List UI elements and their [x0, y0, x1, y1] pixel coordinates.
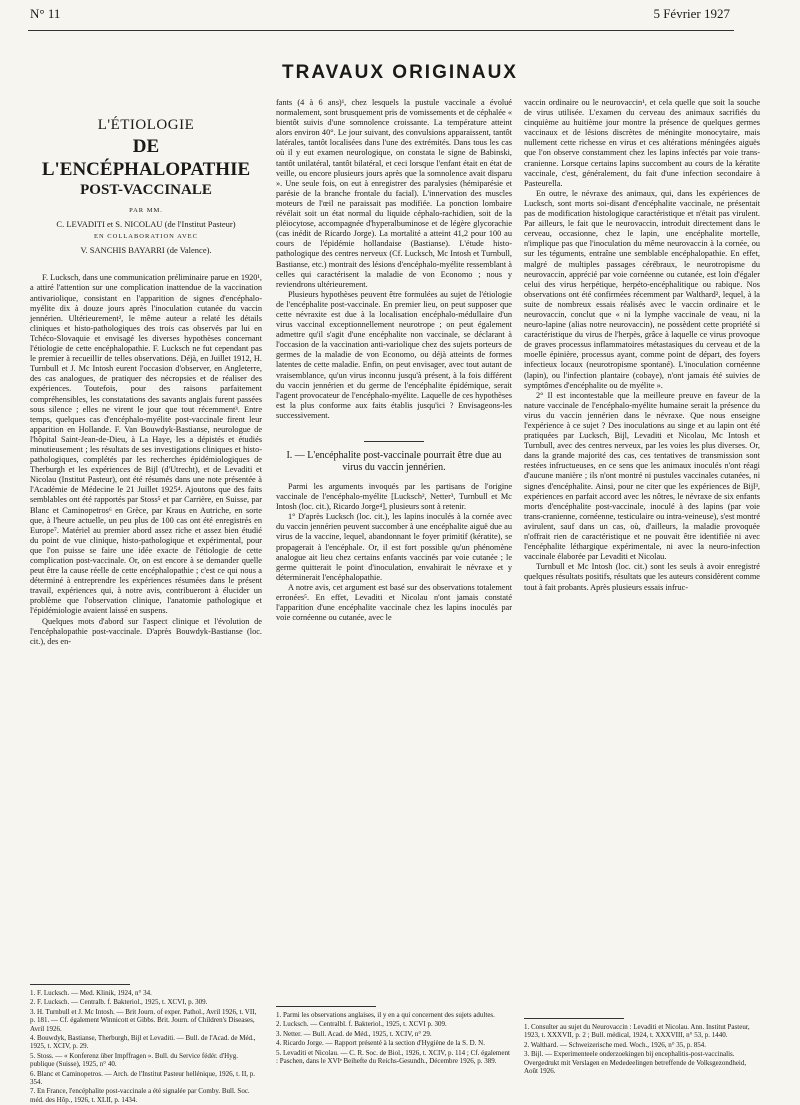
article-title-line-2: DE L'ENCÉPHALOPATHIE: [41, 136, 251, 180]
footnote: 2. F. Lucksch. — Centralb. f. Bakteriol., 1925, t. XCVI, p. 309.: [30, 998, 208, 1007]
paragraph: En outre, le névraxe des animaux, qui, dans les expériences de Lucksch, sont morts soi-disant d'encéphalite vaccinale, ne présentait pas de modification histologique caractéristique et n'était pas virulent. Par ailleurs, le fait que le neurovaccin, introduit directement dans le cerveau, occasionne, chez le lapin, une encéphalite mortelle, n'implique pas que l'inoculation du même neurovaccin à la cornée, ou sur les téguments, entraîne une semblable encéphalopathie. En effet, malgré de multiples passages cérébraux, le neurotropisme du neurovaccin, apprécié par voie cornéenne ou cutanée, est loin d'égaler celui des virus herpétique, herpéto-encéphalitique ou rabique. Nos observations ont été confirmées récemment par Walthard², lequel, à la suite de nombreux essais réalisés avec le vaccin ordinaire et le neurovaccin, conclut que « ni la lymphe vaccinale de veau, ni la neuro-lapine (alias notre neurovaccin), ne possèdent cette propriété si caractéristique du virus de l'herpès, grâce à laquelle ce virus provoque de graves processus inflammatoires métastasiques du cerveau et de la moelle épinière, processus ayant, comme point de départ, des foyers infectieux locaux (neurotropisme spontané). L'inoculation cornéenne (lapin), ou l'infection plantaire (cobaye), n'ont jamais été suivies de symptômes d'encéphalite ou de myélite ».: [524, 188, 760, 390]
column-2: [276, 98, 512, 623]
collaboration-label: EN COLLABORATION AVEC: [94, 233, 198, 241]
paragraph: Parmi les arguments invoqués par les partisans de l'origine vaccinale de l'encéphalo-myélite [Lucksch², Netter³, Turnbull et Mc Intosh (loc. cit.), Ricardo Jorge⁴], plusieurs sont à retenir.: [276, 482, 512, 512]
section-title: TRAVAUX ORIGINAUX: [282, 62, 518, 83]
footnote: 1. Parmi les observations anglaises, il y en a qui concernent des sujets adultes.: [276, 1011, 495, 1019]
footnote: 4. Ricardo Jorge. — Rapport présenté à la section d'Hygiène de la S. D. N.: [276, 1039, 485, 1048]
page-header: [30, 6, 730, 28]
article-title-line-3: POST-VACCINALE: [80, 182, 212, 198]
footnote: 1. F. Lucksch. — Med. Klinik, 1924, n° 34.: [30, 989, 152, 997]
article-title-line-1: L'ÉTIOLOGIE: [97, 117, 195, 133]
by-label: PAR MM.: [129, 207, 163, 214]
authors: C. LEVADITI et S. NICOLAU (de l'Institut Pasteur): [56, 219, 236, 230]
paragraph: Quelques mots d'abord sur l'aspect clinique et l'évolution de l'encéphalopathie post-vaccinale. D'après Bouwdyk-Bastianse (loc. cit.), des en-: [30, 616, 262, 646]
footnote: 5. Levaditi et Nicolau. — C. R. Soc. de Biol., 1926, t. XCIV, p. 114 ; Cf. également : Paschen, dans le XVIᵉ Beihefte du Reichs-Gesundh., Décembre 1926, p. 389.: [276, 1048, 510, 1066]
footnote-rule: [524, 1018, 624, 1019]
footnote: 3. H. Turnbull et J. Mc Intosh. — Brit Journ. of exper. Pathol., Avril 1926, t. VII, p. 181. — Cf. également Winnicott et Gibbs. Brit. Journ. of Children's Diseases, Avril 1926.: [30, 1007, 257, 1033]
footnote: 2. Lucksch. — Centralbl. f. Bakteriol., 1925, t. XCVI p. 309.: [276, 1020, 447, 1029]
footnote: 6. Blanc et Caminopetros. — Arch. de l'Institut Pasteur hellénique, 1926, t. II, p. 354.: [30, 1069, 256, 1087]
footnote: 1. Consulter au sujet du Neurovaccin : Levaditi et Nicolau. Ann. Institut Pasteur, 1923, t. XXXVII, p. 2 ; Bull. médical, 1924, t. XXXVIII, n° 53, p. 1440.: [524, 1023, 750, 1040]
subsection-heading: I. — L'encéphalite post-vaccinale pourrait être due au virus du vaccin jennérien.: [286, 450, 502, 473]
footnote-rule: [30, 984, 130, 985]
paragraph: 1° D'après Lucksch (loc. cit.), les lapins inoculés à la cornée avec du vaccin jennérien peuvent succomber à une encéphalite aiguë due au virus de la vaccine, lequel, abandonnant le foyer primitif (kératite), se propagerait à l'encéphale. Or, il est fort possible qu'un phénomène analogue ait lieu chez certains enfants vaccinés par voie cutanée ; le germe quitterait le point d'inoculation, envahirait le névraxe et y déterminerait l'encéphalopathie.: [276, 512, 512, 582]
issue-number: N° 11: [30, 6, 61, 21]
footnote: 7. En France, l'encéphalite post-vaccinale a été signalée par Comby. Bull. Soc. méd. des Hôp., 1926, t. XLII, p. 1434.: [30, 1087, 250, 1104]
co-author: V. SANCHIS BAYARRI (de Valence).: [80, 245, 212, 256]
footnote: 2. Walthard. — Schweizerische med. Woch., 1926, n° 35, p. 854.: [524, 1040, 707, 1049]
column-3: [524, 98, 760, 593]
footnote: 5. Stoss. — « Konferenz über Impffragen ». Bull. du Service fédér. d'Hyg. publique (Suisse), 1925, n° 40.: [30, 1051, 238, 1069]
article-title-block: [30, 116, 262, 255]
footnotes-column-3: [524, 1018, 760, 1076]
paragraph: Turnbull et Mc Intosh (loc. cit.) sont les seuls à avoir enregistré quelques résultats positifs, résultats que les auteurs considèrent comme tout à fait probants. Après plusieurs essais infruc-: [524, 562, 760, 592]
footnotes-column-1: [30, 984, 262, 1105]
footnote: 4. Bouwdyk, Bastianse, Therburgh, Bijl et Levaditi. — Bull. de l'Acad. de Méd., 1925, t. XCIV, p. 29.: [30, 1034, 256, 1051]
issue-date: 5 Février 1927: [653, 6, 730, 21]
header-rule: [28, 30, 734, 31]
paragraph: Plusieurs hypothèses peuvent être formulées au sujet de l'étiologie de l'encéphalite post-vaccinale. En premier lieu, on peut supposer que cette névraxite est due à la localisation encéphalo-médullaire d'un virus vaccinal exceptionnellement neurotrope ; on peut également admettre qu'il s'agit d'une encéphalite non vaccinale, se déclarant à l'occasion de la vaccination anti-variolique chez des sujets porteurs de germes de la maladie de von Economo, ou déjà atteints de formes latentes de cette maladie. Enfin, on peut envisager, avec tout autant de vraisemblance, qu'un virus inconnu jusqu'à présent, à la fois différent du vaccin jennérien et du germe de l'encéphalite épidémique, serait l'agent provocateur de l'encéphalo-myélite. Laquelle de ces hypothèses est la plus conforme aux faits établis jusqu'ici ? Envisageons-les successivement.: [276, 289, 512, 420]
paragraph: fants (4 à 6 ans)¹, chez lesquels la pustule vaccinale a évolué normalement, sont brusquement pris de vomissements et de céphalée « bientôt suivis d'une somnolence croissante. La température atteint alors environ 40°. Le jour suivant, des convulsions apparaissent, tantôt latérales, tantôt localisées dans l'une des extrémités. Dans tous les cas où il y eut examen neurologique, on constata le signe de Babinski, tantôt unilatéral, tantôt bilatéral, et ceci lorsque l'enfant était en état de veille, ou encore plusieurs jours après que la somnolence avait disparu ». Une seule fois, on eut à enregistrer des paralysies (hémiparésie et parésie de la branche frontale du facial). L'innervation des muscles moteurs de l'œil ne paraissait pas modifiée. La ponction lombaire révélait soit un état normal du liquide céphalo-rachidien, soit de la pléiocytose, accompagnée d'hyperalbuminose et de légère glycorachie (cas inédit de Ricardo Jorge). La mortalité a atteint 41,2 pour 100 au cours de l'épidémie hollandaise (Bastianse). L'étude histo-pathologique des centres nerveux (Cf. Lucksch, Mc Intosh et Turnbull, Bastianse, etc.) montrait des lésions d'encéphalo-myélite ressemblant à celles qui caractérisent la maladie de von Economo ; nous y reviendrons ultérieurement.: [276, 98, 512, 289]
paragraph: 2° Il est incontestable que la meilleure preuve en faveur de la nature vaccinale de l'encéphalo-myélite humaine serait la présence du virus du vaccin jennérien dans le névraxe. Que nous enseigne l'expérience à ce sujet ? Des inoculations au singe et au lapin ont été pratiquées par Lucksch, Bijl, Levaditi et Nicolau, Mc Intosh et Turnbull, avec des centres nerveux, par les voies les plus diverses. Or, dans la grande majorité des cas, ces tentatives de transmission sont restées infructueuses, en ce sens que les animaux inoculés n'ont réagi d'aucune manière ; ils n'ont montré ni pustules vaccinales cutanées, ni signes d'encéphalite. Ainsi, pour ne citer que les expériences de Bijl³, expériences en parfait accord avec les nôtres, le névraxe de six enfants morts d'encéphalite post-vaccinale, inoculé à des lapins (par voie trans-cranienne, cornéenne, testiculaire ou intra-veineuse), s'est montré avirulent, sauf dans un cas, où, d'ailleurs, la maladie provoquée n'offrait rien de caractéristique et ne pouvait être identifiée ni avec l'encéphalite léthargique expérimentale, ni avec la neuro-infection vaccinale élaborée par Levaditi et Nicolau.: [524, 390, 760, 562]
paragraph: vaccin ordinaire ou le neurovaccin¹, et cela quelle que soit la souche de virus utilisée. L'examen du cerveau des animaux sacrifiés du cinquième au huitième jour montre la présence de quelques germes vaccinaux et de lésions discrètes de méningite monocytaire, mais nullement cette richesse en virus et ces altérations méningées aiguës que l'on observe constamment chez les lapins infectés par voie trans-cranienne. Lorsque certains lapins succombent au cours de la kératite vaccinale, c'est, généralement, du fait d'une infection secondaire à Pasteurella.: [524, 98, 760, 188]
paragraph: F. Lucksch, dans une communication préliminaire parue en 1920¹, a attiré l'attention sur une complication inattendue de la vaccination antivariolique, consistant en l'apparition de signes d'encéphalo-myélite dix à douze jours après l'inoculation cutanée du vaccin jennérien. Ultérieurement², le même auteur a relaté les détails cliniques et histo-pathologiques des trois cas observés par lui en Tchéco-Slovaquie et envisagé les diverses hypothèses concernant l'étiologie de cette encéphalopathie. F. Lucksch ne fut cependant pas le premier à recueillir de telles observations. Déjà, en Juillet 1912, H. Turnbull et J. Mc Intosh eurent l'occasion d'observer, en Angleterre, des cas analogues, de pratiquer des nécropsies et de réaliser des expériences. Toutefois, pour des raisons parfaitement compréhensibles, les constatations des savants anglais furent passées sous silence ; elles ne virent le jour que tout récemment³. Entre temps, quelques cas d'encéphalo-myélite post-vaccinale firent leur apparition en Hollande. F. Van Bouwdyk-Bastianse, neurologue de l'hôpital Saint-Jean-de-Dieu, à La Haye, les a dépistés et étudiés minutieusement ; les résultats de ses investigations cliniques et histo-pathologiques, complétés par les recherches épidémiologiques de Therburgh et les expériences de Bijl (d'Utrecht), et de Levaditi et Nicolau (Institut Pasteur), ont été résumés dans une note présentée à l'Académie de Médecine le 21 Juillet 1925⁴. Ajoutons que des faits semblables ont été rapportés par Stoss⁵ et par Carrière, en Suisse, par Blanc et Caminopetros⁶ en Grèce, par Kraus en Autriche, en sorte que, à l'heure actuelle, un peu plus de 100 cas ont été enregistrés en Europe⁷. Matériel au premier abord assez riche et assez bien étudié du point de vue clinique, histo-pathologique et expérimental, pour que l'on puisse se faire une idée exacte de l'étiologie de cette complication post-vaccinale. Or, on est encore à se demander quelle peut être la cause réelle de cette encéphalopathie ; c'est ce qui nous a déterminé à entreprendre les expériences résumées dans le présent travail, expériences qui, à notre avis, contribueront à élucider un problème que l'observation clinique, l'anatomie pathologique et l'épidémiologie avaient laissé en suspens.: [30, 273, 262, 616]
section-divider: [364, 441, 424, 442]
footnote: 3. Bijl. — Experimenteele onderzoekingen bij encephalitis-post-vaccinalis. Overgedrukt mit Verslagen en Mededeelingen betreffende de Volksgezondheid, Août 1926.: [524, 1050, 747, 1076]
footnote: 3. Netter. — Bull. Acad. de Méd., 1925, t. XCIV, n° 29.: [276, 1029, 432, 1038]
paragraph: A notre avis, cet argument est basé sur des observations totalement erronées⁵. En effet, Levaditi et Nicolau n'ont jamais constaté l'apparition d'une encéphalite vaccinale chez les lapins inoculés par voie cornéenne ou cutanée, avec le: [276, 582, 512, 623]
footnote-rule: [276, 1006, 376, 1007]
footnotes-column-2: [276, 1006, 512, 1066]
column-1: [30, 98, 262, 647]
